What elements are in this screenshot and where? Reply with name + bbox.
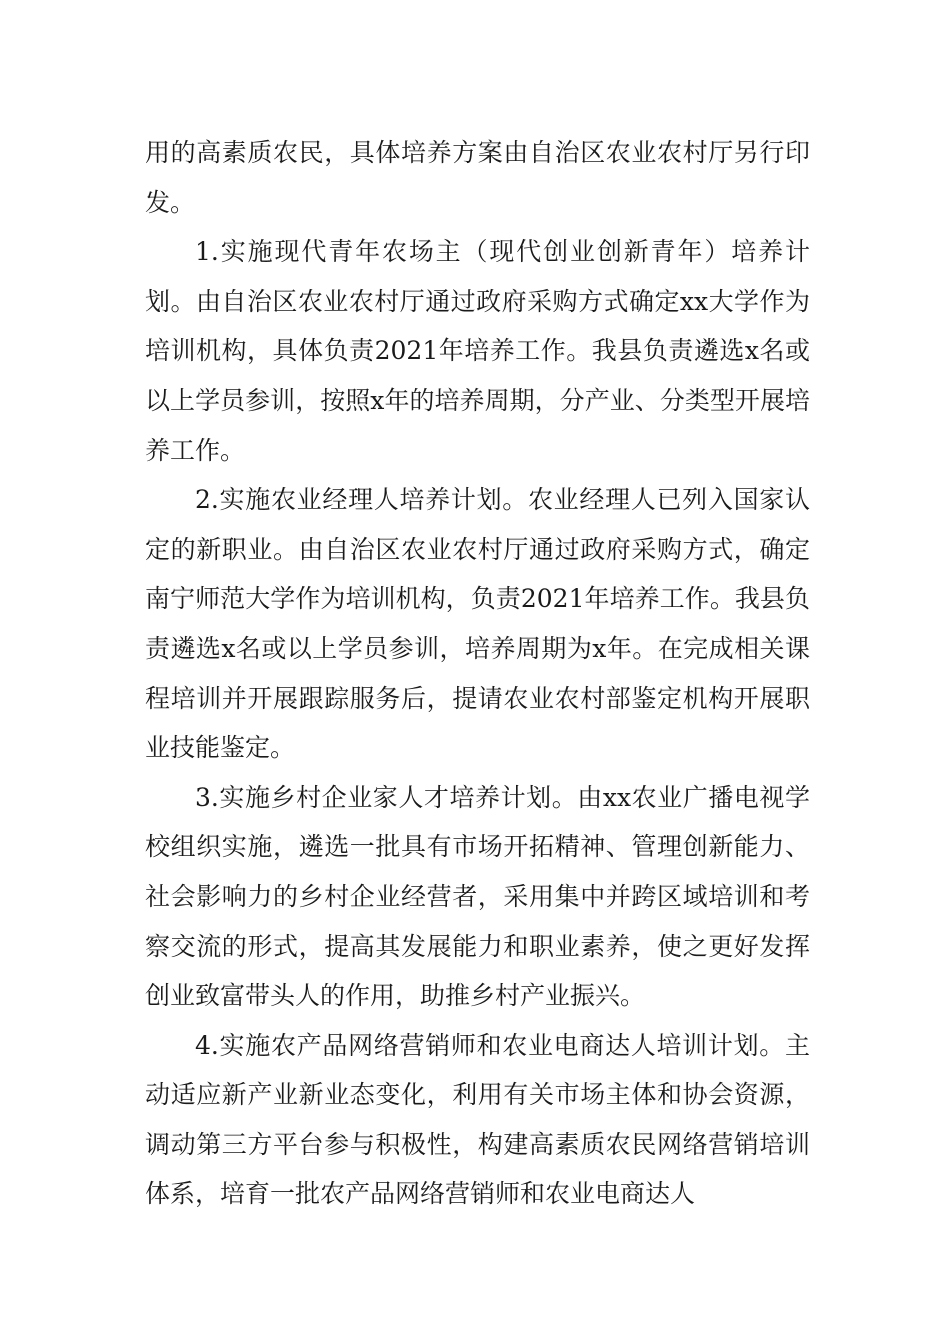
paragraph-item-3: 3.实施乡村企业家人才培养计划。由xx农业广播电视学校组织实施，遴选一批具有市场开拓精神、管理创新能力、社会影响力的乡村企业经营者，采用集中并跨区域培训和考察交流的形式，提高其发展能力和职业素养，使之更好发挥创业致富带头人的作用，助推乡村产业振兴。: [145, 782, 810, 1011]
paragraph-item-1: 1.实施现代青年农场主（现代创业创新青年）培养计划。由自治区农业农村厅通过政府采购方式确定xx大学作为培训机构，具体负责2021年培养工作。我县负责遴选x名或以上学员参训，按照x年的培养周期，分产业、分类型开展培养工作。: [145, 237, 810, 465]
paragraph-item-2: 2.实施农业经理人培养计划。农业经理人已列入国家认定的新职业。由自治区农业农村厅通过政府采购方式，确定南宁师范大学作为培训机构，负责2021年培养工作。我县负责遴选x名或以上学员参训，培养周期为x年。在完成相关课程培训并开展跟踪服务后，提请农业农村部鉴定机构开展职业技能鉴定。: [145, 485, 810, 763]
paragraph-continuation: 用的高素质农民，具体培养方案由自治区农业农村厅另行印发。: [145, 138, 810, 217]
paragraph-item-4: 4.实施农产品网络营销师和农业电商达人培训计划。主动适应新产业新业态变化，利用有关市场主体和协会资源，调动第三方平台参与积极性，构建高素质农民网络营销培训体系，培育一批农产品网络营销师和农业电商达人: [145, 1030, 810, 1209]
document-body: [145, 128, 810, 1219]
